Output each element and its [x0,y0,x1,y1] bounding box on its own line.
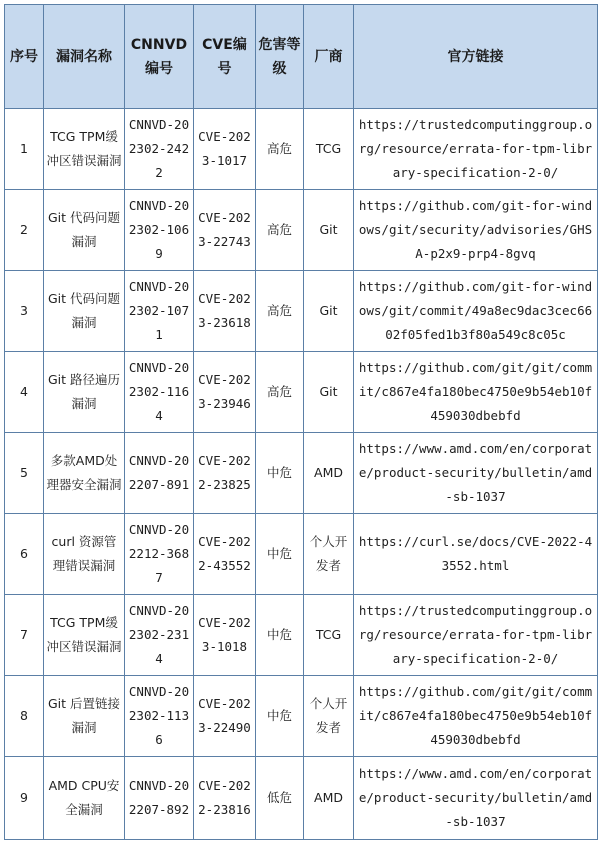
header-vendor: 厂商 [304,5,354,109]
row-index: 1 [5,109,44,190]
row-index: 9 [5,757,44,840]
row-cnnvd: CNNVD-202302-2422 [125,109,194,190]
row-link[interactable]: https://github.com/git-for-windows/git/security/advisories/GHSA-p2x9-prp4-8gvq [354,190,598,271]
row-index: 2 [5,190,44,271]
table-row [5,514,598,595]
row-name: 多款AMD处理器安全漏洞 [44,433,125,514]
row-link[interactable]: https://www.amd.com/en/corporate/product-security/bulletin/amd-sb-1037 [354,433,598,514]
row-name: Git 代码问题漏洞 [44,190,125,271]
row-level: 高危 [256,352,304,433]
row-vendor: AMD [304,757,354,840]
row-vendor: Git [304,352,354,433]
row-cnnvd: CNNVD-202302-1136 [125,676,194,757]
row-cve: CVE-2023-22490 [194,676,256,757]
row-link[interactable]: https://curl.se/docs/CVE-2022-43552.html [354,514,598,595]
row-cnnvd: CNNVD-202302-1069 [125,190,194,271]
header-row [5,5,598,109]
table-row [5,190,598,271]
row-cve: CVE-2023-1018 [194,595,256,676]
row-name: Git 代码问题漏洞 [44,271,125,352]
row-vendor: 个人开发者 [304,676,354,757]
row-cve: CVE-2022-43552 [194,514,256,595]
table-row [5,433,598,514]
row-index: 5 [5,433,44,514]
header-level: 危害等级 [256,5,304,109]
row-link[interactable]: https://github.com/git/git/commit/c867e4fa180bec4750e9b54eb10f459030dbebfd [354,352,598,433]
header-cve: CVE编号 [194,5,256,109]
row-level: 高危 [256,109,304,190]
row-vendor: TCG [304,109,354,190]
row-cnnvd: CNNVD-202302-1071 [125,271,194,352]
row-index: 4 [5,352,44,433]
row-level: 中危 [256,595,304,676]
table-row [5,352,598,433]
row-cve: CVE-2023-23618 [194,271,256,352]
row-index: 3 [5,271,44,352]
row-name: TCG TPM缓冲区错误漏洞 [44,109,125,190]
row-vendor: TCG [304,595,354,676]
row-vendor: Git [304,271,354,352]
row-level: 中危 [256,433,304,514]
row-cnnvd: CNNVD-202212-3687 [125,514,194,595]
table-row [5,271,598,352]
row-cnnvd: CNNVD-202207-891 [125,433,194,514]
header-cnnvd: CNNVD编号 [125,5,194,109]
row-cve: CVE-2022-23816 [194,757,256,840]
row-link[interactable]: https://github.com/git-for-windows/git/commit/49a8ec9dac3cec6602f05fed1b3f80a549c8c05c [354,271,598,352]
row-link[interactable]: https://trustedcomputinggroup.org/resource/errata-for-tpm-library-specification-2-0/ [354,109,598,190]
row-name: TCG TPM缓冲区错误漏洞 [44,595,125,676]
row-index: 6 [5,514,44,595]
row-vendor: Git [304,190,354,271]
row-cnnvd: CNNVD-202207-892 [125,757,194,840]
table-row [5,757,598,840]
row-link[interactable]: https://github.com/git/git/commit/c867e4fa180bec4750e9b54eb10f459030dbebfd [354,676,598,757]
row-level: 低危 [256,757,304,840]
row-cve: CVE-2023-22743 [194,190,256,271]
row-level: 中危 [256,676,304,757]
header-link: 官方链接 [354,5,598,109]
row-name: AMD CPU安全漏洞 [44,757,125,840]
row-cnnvd: CNNVD-202302-1164 [125,352,194,433]
row-level: 高危 [256,190,304,271]
table-row [5,109,598,190]
table-row [5,676,598,757]
row-name: curl 资源管理错误漏洞 [44,514,125,595]
row-cve: CVE-2023-1017 [194,109,256,190]
row-link[interactable]: https://trustedcomputinggroup.org/resource/errata-for-tpm-library-specification-2-0/ [354,595,598,676]
header-name: 漏洞名称 [44,5,125,109]
row-vendor: 个人开发者 [304,514,354,595]
vulnerability-table [4,4,598,840]
row-level: 中危 [256,514,304,595]
row-cve: CVE-2023-23946 [194,352,256,433]
row-vendor: AMD [304,433,354,514]
row-cnnvd: CNNVD-202302-2314 [125,595,194,676]
header-index: 序号 [5,5,44,109]
row-cve: CVE-2022-23825 [194,433,256,514]
row-link[interactable]: https://www.amd.com/en/corporate/product-security/bulletin/amd-sb-1037 [354,757,598,840]
row-name: Git 路径遍历漏洞 [44,352,125,433]
row-name: Git 后置链接漏洞 [44,676,125,757]
row-index: 8 [5,676,44,757]
row-level: 高危 [256,271,304,352]
table-row [5,595,598,676]
row-index: 7 [5,595,44,676]
